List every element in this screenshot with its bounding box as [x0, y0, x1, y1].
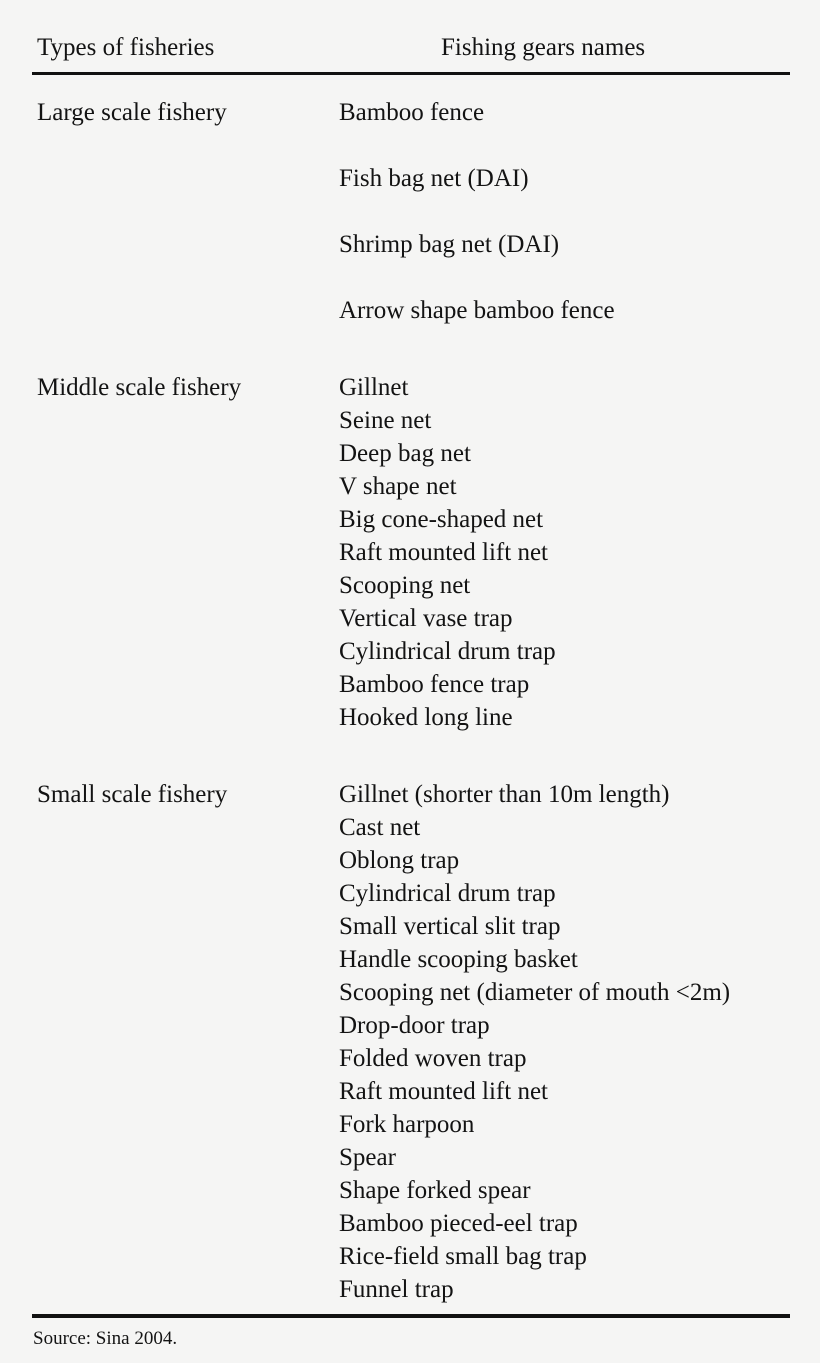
- group-spacer-cell: [32, 734, 790, 778]
- fishery-type-cell: Large scale fishery: [37, 99, 227, 126]
- fishery-type-cell: Middle scale fishery: [37, 374, 242, 401]
- gear-list: [339, 778, 790, 1306]
- list-item: Gillnet: [339, 374, 409, 401]
- list-item: Hooked long line: [339, 704, 513, 731]
- source-note: Source: Sina 2004.: [33, 1328, 178, 1349]
- list-item: Spear: [339, 1144, 396, 1171]
- list-item: Arrow shape bamboo fence: [339, 297, 615, 324]
- group-spacer-cell: [32, 327, 790, 371]
- list-item: Scooping net (diameter of mouth <2m): [339, 979, 731, 1006]
- list-item: Folded woven trap: [339, 1045, 527, 1072]
- fisheries-gear-table: [32, 0, 790, 1306]
- list-item: Deep bag net: [339, 440, 471, 467]
- fishing-gears-cell: [336, 778, 790, 1306]
- header-row: [32, 0, 790, 74]
- list-item: Cylindrical drum trap: [339, 638, 556, 665]
- table-row: [32, 778, 790, 1306]
- list-item: Raft mounted lift net: [339, 539, 548, 566]
- fishing-gears-cell: [336, 74, 790, 328]
- table-bottom-rule: [32, 1314, 790, 1318]
- list-item: Oblong trap: [339, 847, 460, 874]
- list-item: Gillnet (shorter than 10m length): [339, 781, 670, 808]
- table-row: [32, 371, 790, 734]
- list-item: Bamboo fence: [339, 99, 485, 126]
- column-header-types-of-fisheries: Types of fisheries: [32, 0, 336, 74]
- gear-list: [339, 96, 790, 327]
- list-item: Raft mounted lift net: [339, 1078, 548, 1105]
- fishery-type-cell: Small scale fishery: [37, 781, 228, 808]
- list-item: Funnel trap: [339, 1276, 454, 1303]
- table-header: [32, 0, 790, 74]
- list-item: Rice-field small bag trap: [339, 1243, 587, 1270]
- list-item: Vertical vase trap: [339, 605, 513, 632]
- gear-list: [339, 371, 790, 734]
- table-row: [32, 74, 790, 328]
- group-spacer: [32, 327, 790, 371]
- column-header-fishing-gears-names: Fishing gears names: [336, 0, 790, 74]
- list-item: Big cone-shaped net: [339, 506, 544, 533]
- list-item: Bamboo pieced-eel trap: [339, 1210, 578, 1237]
- list-item: Seine net: [339, 407, 432, 434]
- fishing-gears-cell: [336, 371, 790, 734]
- list-item: Fork harpoon: [339, 1111, 475, 1138]
- list-item: Small vertical slit trap: [339, 913, 561, 940]
- list-item: Bamboo fence trap: [339, 671, 530, 698]
- list-item: Fish bag net (DAI): [339, 165, 529, 192]
- list-item: V shape net: [339, 473, 457, 500]
- table-body: [32, 74, 790, 1307]
- list-item: Drop-door trap: [339, 1012, 490, 1039]
- list-item: Handle scooping basket: [339, 946, 578, 973]
- list-item: Cylindrical drum trap: [339, 880, 556, 907]
- list-item: Cast net: [339, 814, 421, 841]
- list-item: Shape forked spear: [339, 1177, 531, 1204]
- list-item: Scooping net: [339, 572, 471, 599]
- group-spacer: [32, 734, 790, 778]
- list-item: Shrimp bag net (DAI): [339, 231, 560, 258]
